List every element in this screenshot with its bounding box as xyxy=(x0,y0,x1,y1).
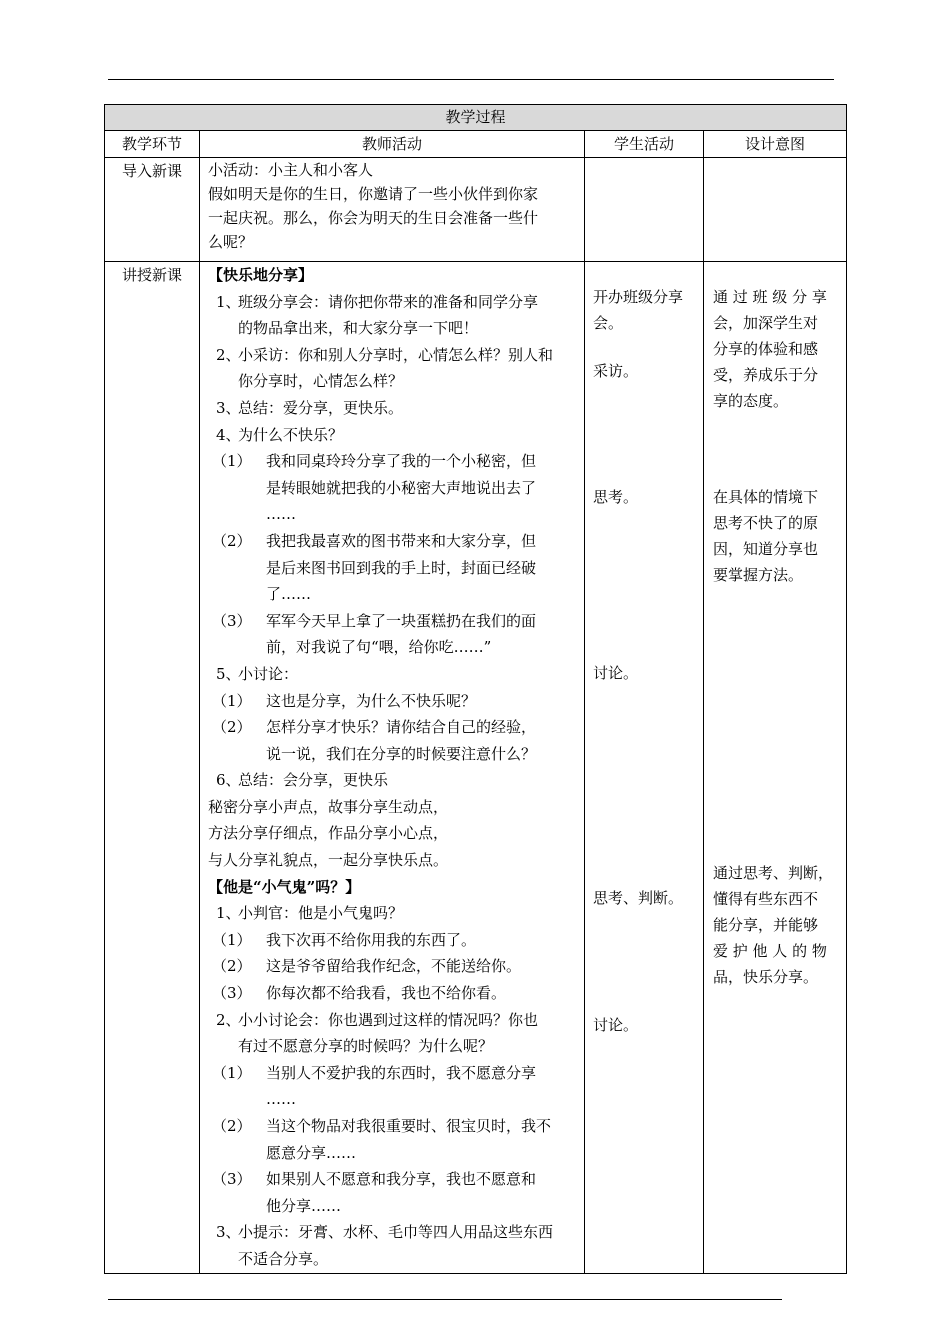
header-student: 学生活动 xyxy=(585,131,704,158)
header-intent: 设计意图 xyxy=(704,131,847,158)
table-title: 教学过程 xyxy=(105,105,847,131)
intent-paragraph: 在具体的情境下 思考不快了的原 因，知道分享也 要掌握方法。 xyxy=(713,488,819,584)
student-activity: 讨论。 xyxy=(593,664,639,682)
summary-line: 与人分享礼貌点，一起分享快乐点。 xyxy=(208,851,449,870)
header-row xyxy=(105,131,847,158)
intent-paragraph: 通 过 班 级 分 享 会，加深学生对 分享的体验和感 受，养成乐于分 享的态度。 xyxy=(713,288,827,410)
sub-item: （1） 我和同桌玲玲分享了我的一个小秘密，但 是转眼她就把我的小秘密大声地说出去了 …… xyxy=(212,452,537,524)
header-stage: 教学环节 xyxy=(105,131,200,158)
student-activity: 开办班级分享 会。 xyxy=(593,288,684,332)
intent-intro xyxy=(704,158,847,262)
student-activity: 思考。 xyxy=(593,488,639,506)
student-activity: 采访。 xyxy=(593,362,639,380)
student-intro xyxy=(585,158,704,262)
list-item: 1、班级分享会：请你把你带来的准备和同学分享 的物品拿出来，和大家分享一下吧！ xyxy=(216,292,539,338)
header-teacher: 教师活动 xyxy=(200,131,585,158)
intro-line: 一起庆祝。那么，你会为明天的生日会准备一些什 xyxy=(208,209,539,227)
summary-line: 方法分享仔细点，作品分享小心点， xyxy=(208,824,449,843)
student-activity: 思考、判断。 xyxy=(593,889,684,907)
row-new-lesson xyxy=(105,262,847,1274)
intro-line: 么呢？ xyxy=(208,233,254,251)
list-item: 2、小小讨论会：你也遇到过这样的情况吗？你也 有过不愿意分享的时候吗？为什么呢？ xyxy=(216,1010,539,1056)
list-item: 6、总结：会分享，更快乐 xyxy=(216,771,389,790)
sub-item: （1） 这也是分享，为什么不快乐呢？ xyxy=(212,691,477,710)
stage-new-lesson: 讲授新课 xyxy=(105,262,200,1274)
sub-item: （2） 我把我最喜欢的图书带来和大家分享，但 是后来图书回到我的手上时，封面已经破 了…… xyxy=(212,531,537,604)
sub-item: （2） 怎样分享才快乐？请你结合自己的经验， 说一说，我们在分享的时候要注意什么？ xyxy=(212,718,537,763)
section-title: 【他是“小气鬼”吗？】 xyxy=(208,877,361,896)
section-title: 【快乐地分享】 xyxy=(208,266,314,284)
list-item: 1、小判官：他是小气鬼吗？ xyxy=(216,904,404,923)
sub-item: （2） 这是爷爷留给我作纪念，不能送给你。 xyxy=(212,957,522,976)
stage-intro: 导入新课 xyxy=(105,158,200,262)
sub-item: （3） 如果别人不愿意和我分享，我也不愿意和 他分享…… xyxy=(212,1170,537,1215)
top-rule xyxy=(108,79,834,80)
teacher-intro xyxy=(200,158,585,262)
student-new-lesson xyxy=(585,262,704,1274)
teaching-process-table xyxy=(104,104,847,1274)
sub-item: （2） 当这个物品对我很重要时、很宝贝时，我不 愿意分享…… xyxy=(212,1117,552,1162)
list-item: 3、小提示：牙膏、水杯、毛巾等四人用品这些东西 不适合分享。 xyxy=(216,1223,554,1268)
sub-item: （1） 我下次再不给你用我的东西了。 xyxy=(212,930,477,949)
list-item: 4、为什么不快乐？ xyxy=(216,425,344,444)
row-intro xyxy=(105,158,847,262)
summary-line: 秘密分享小声点，故事分享生动点， xyxy=(208,797,449,816)
bottom-rule xyxy=(108,1299,782,1300)
list-item: 3、总结：爱分享，更快乐。 xyxy=(216,398,404,417)
sub-item: （1） 当别人不爱护我的东西时，我不愿意分享 …… xyxy=(212,1063,537,1109)
list-item: 5、小讨论： xyxy=(216,664,299,683)
list-item: 2、小采访：你和别人分享时，心情怎么样？别人和 你分享时，心情怎么样？ xyxy=(216,345,554,391)
intro-line: 小活动：小主人和小客人 xyxy=(208,161,374,179)
sub-item: （3） 军军今天早上拿了一块蛋糕扔在我们的面 前，对我说了句“喂，给你吃……” xyxy=(212,611,537,657)
intent-new-lesson xyxy=(704,262,847,1274)
intro-line: 假如明天是你的生日，你邀请了一些小伙伴到你家 xyxy=(208,185,539,203)
student-activity: 讨论。 xyxy=(593,1016,639,1034)
intent-paragraph: 通过思考、判断， 懂得有些东西不 能分享，并能够 爱 护 他 人 的 物 品，快乐分享。 xyxy=(713,864,834,986)
teacher-new-lesson xyxy=(200,262,585,1274)
sub-item: （3） 你每次都不给我看，我也不给你看。 xyxy=(212,984,507,1003)
